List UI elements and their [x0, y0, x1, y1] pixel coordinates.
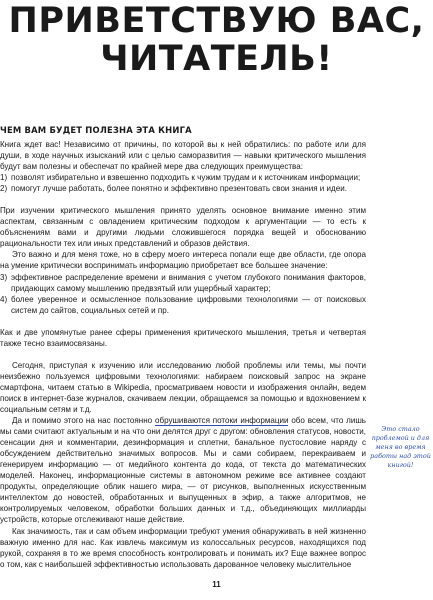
list-item — [0, 272, 366, 294]
paragraph-information-flow — [0, 415, 366, 525]
paragraph-two-areas: Это важно и для меня тоже, но в сферу моего интереса попали еще две области, где опора на умение критически воспринимать информацию приобретает все большее значение: — [0, 250, 366, 271]
title-line-2: ЧИТАТЕЛЬ! — [100, 39, 333, 79]
text-run: Да и помимо этого на нас постоянно — [12, 416, 155, 426]
section-heading: ЧЕМ ВАМ БУДЕТ ПОЛЕЗНА ЭТА КНИГА — [0, 125, 192, 135]
paragraph-related: Как и две упомянутые ранее сферы применения критического мышления, третья и четвертая также тесно взаимосвязаны. — [0, 327, 366, 348]
list-number: 3) — [0, 272, 8, 282]
benefits-list-2 — [0, 272, 366, 316]
paragraph-significance: Как значимость, так и сам объем информации требуют умения обнаруживать в ней жизненно важную именно для нас. Как извлечь максимум из колоссальных ресурсов, находящихся под рукой, сохраняя в то же время способность контролировать и понимать их? Еще важнее вопрос о том, как с наибольшей эффективностью использовать дарованное человеку мыслительное — [0, 526, 366, 569]
list-number: 4) — [0, 294, 8, 304]
title-line-1: ПРИВЕТСТВУЮ ВАС, — [8, 1, 425, 41]
list-text: более уверенное и осмысленное пользование цифровыми технологиями — от поисковых систем до сайтов, социальных сетей и пр. — [11, 294, 366, 315]
list-item — [0, 172, 366, 183]
paragraph-digital: Сегодня, приступая к изучению или исследованию любой проблемы или темы, мы почти неизбежно пользуемся цифровыми технологиями: набираем поисковый запрос на экране смартфона, читаем статью в Wikipedia, просматриваем новости и изображения онлайн, ведем поиск в интернет-базе журналов, скачиваем лекции, обращаемся за помощью и вдохновением к социальным сетям и т.д. — [0, 360, 366, 414]
list-text: эффективное распределение времени и внимания с учетом глубокого понимания факторов, придающих самому мышлению предвзятый или ущербный характер; — [11, 272, 366, 293]
page-number: 11 — [212, 580, 221, 589]
list-number: 1) — [0, 173, 8, 183]
list-text: помогут лучше работать, более понятно и эффективно презентовать свои знания и идеи. — [11, 184, 347, 194]
margin-note: Это стало проблемой и для меня во время работы над этой книгой! — [370, 425, 431, 469]
list-text: позволят избирательно и взвешенно подходить к чужим трудам и к источникам информации; — [11, 173, 361, 183]
benefits-list-1 — [0, 172, 366, 194]
body-text — [0, 139, 366, 570]
list-item — [0, 294, 366, 316]
paragraph-aspects: При изучении критического мышления принято уделять основное внимание именно этим аспектам, связанным с овладением критическим подходом к аргументации — то есть к объяснениям вами и другими людьми сложившегося порядка вещей и обоснованию рациональности тех или иных представлений и образов действия. — [0, 206, 366, 249]
paragraph-intro: Книга ждет вас! Независимо от причины, по которой вы к ней обратились: по работе или для души, в ходе научных изысканий или с целью саморазвития — навыки критического мышления будут вам полезны и обеспечат по крайней мере два следующих преимущества: — [0, 140, 366, 172]
page-title — [0, 2, 433, 78]
highlighted-phrase: обрушиваются потоки информации — [154, 416, 289, 426]
text-run: обо всем, что лишь мы сами считают актуальным и на что они делятся друг с другом: обновления статусов, новости, сенсации дня и комментарии, дезинформация и сплетни, банальное пустословие наряду с обсуждением действительно значимых вопросов. Мы и сами собираем, перекраиваем и генерируем информацию — от медийного контента до кода, от текста до математических моделей. Наконец, информационные системы в автономном режиме все активнее создают продукты, определяющие облик нашего мира, — от рисунков, выполненных искусственным интеллектом до новостей, обработанных и выпущенных в эфир, а также алгоритмов, не контролируемых человеком, обработки больших данных и т.д., объединяющих миллиарды устройств, которые отслеживают наше действие. — [0, 416, 366, 525]
list-number: 2) — [0, 184, 8, 194]
list-item — [0, 183, 366, 194]
